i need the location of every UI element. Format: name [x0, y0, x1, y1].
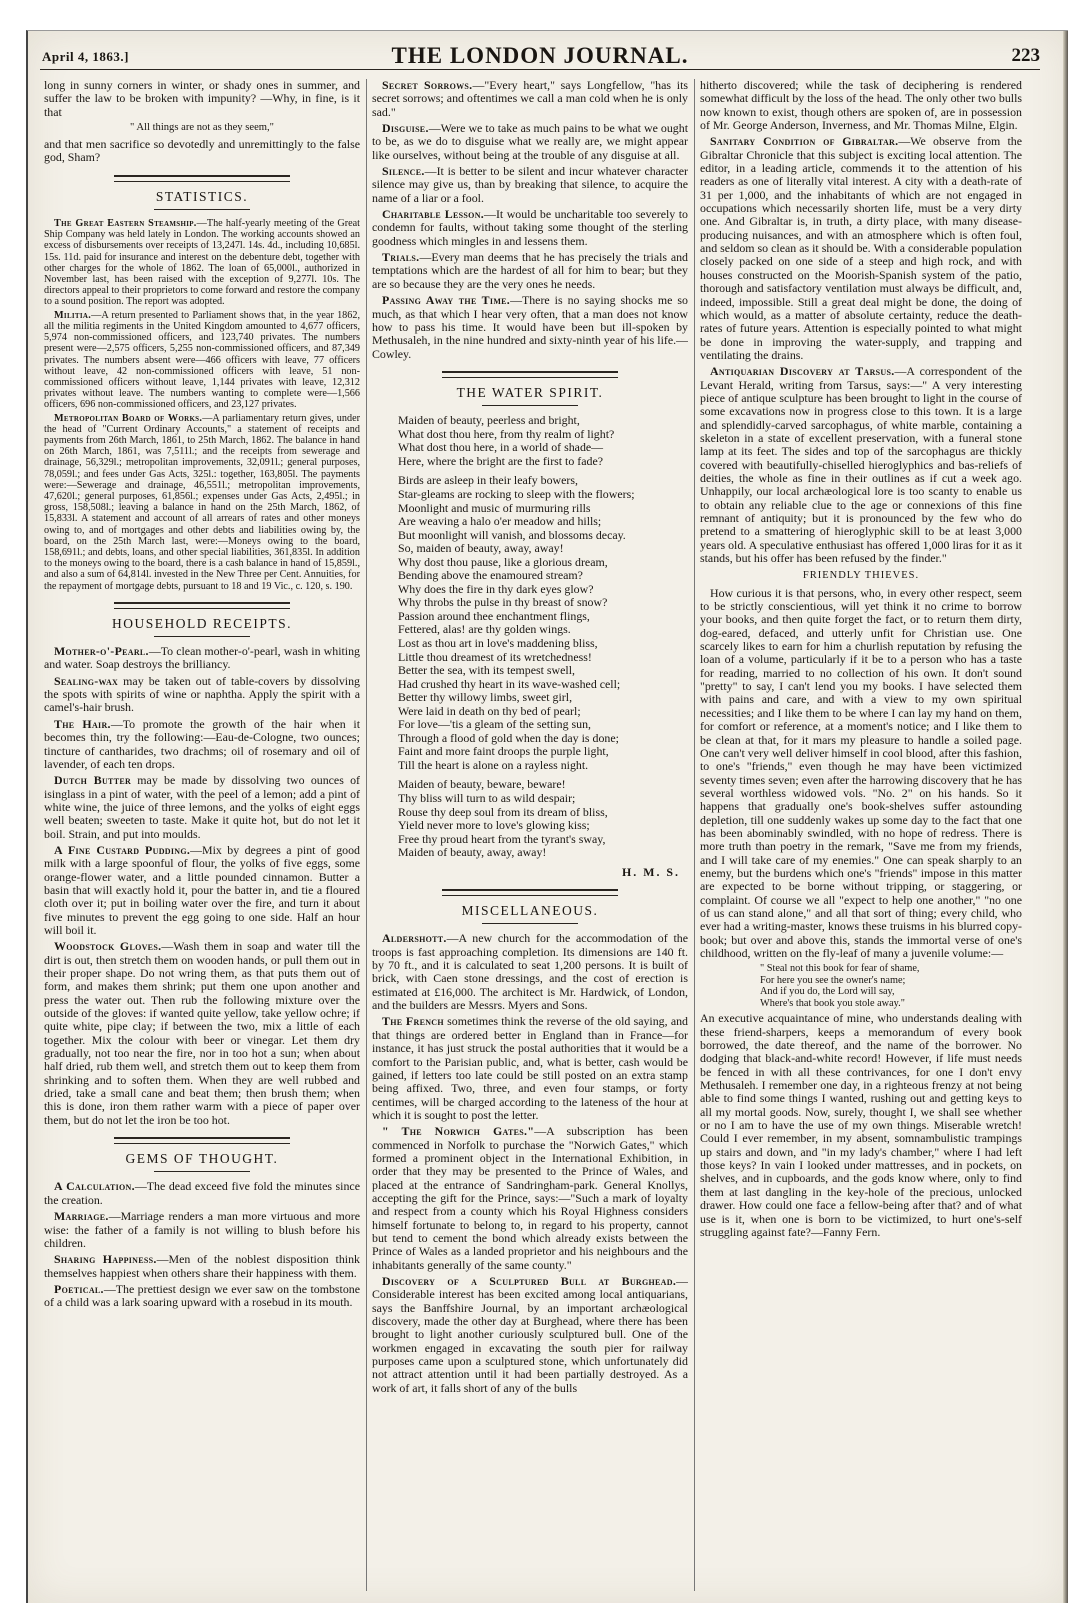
- misc-item: Aldershott.—A new church for the accommodation of the troops is fast approaching completion. Its dimensions are 140 ft. by 70 ft., and it is calculated to seat 1,200 persons. It is built of brick, with Caen stone dressings, and the cost of erection is estimated at £16,000. The architect is Mr. Hardwick, of London, and the builders are Messrs. Myers and Sons.: [372, 931, 688, 1013]
- poem-signature: H. M. S.: [622, 864, 680, 879]
- poem-line: Through a flood of gold when the day is done;: [398, 730, 619, 745]
- misc-header: [372, 889, 688, 924]
- verse-line: And if you do, the Lord will say,: [760, 986, 895, 998]
- column-2: [372, 79, 688, 1594]
- poem-line: But moonlight will vanish, and blossoms decay.: [398, 527, 626, 542]
- double-rule: [442, 889, 618, 896]
- short-rule: [154, 636, 250, 637]
- poem-line: Lost as thou art in love's maddening bliss,: [398, 635, 598, 650]
- poem-line: Better the sea, with its tempest swell,: [398, 663, 576, 678]
- poem-body: [398, 414, 688, 860]
- poem-line: So, maiden of beauty, away, away!: [398, 541, 564, 556]
- intro-quote: " All things are not as they seem,": [130, 122, 274, 134]
- verse-line: Where's that book you stole away.": [760, 997, 905, 1009]
- gems-section: [44, 1180, 360, 1309]
- page-number: 223: [1011, 45, 1040, 66]
- maxim-item: Charitable Lesson.—It would be uncharitable too severely to condemn for faults, without taking some thought of the sterling goodness which mingles in and lessens them.: [372, 207, 688, 248]
- poem-line: Why does the fire in thy dark eyes glow?: [398, 581, 594, 596]
- misc-item: " The Norwich Gates."—A subscription has been commenced in Norfolk to purchase the "Norwich Gates," which formed a prominent object in the International Exhibition, in order that they may be presented to the Prince of Wales, and placed at the entrance of Sandringham-park. General Knollys, accepting the gift for the Prince, says:—"Such a mark of loyalty and respect from a county which his Royal Highness considers himself fortunate to belong to, in regard to his property, cannot but tend to cement the bond which already exists between the Prince of Wales as a landed proprietor and his neighbours and the inhabitants generally of the same county.": [372, 1124, 688, 1272]
- poem-line: Better thy willowy limbs, sweet girl,: [398, 690, 573, 705]
- issue-date: April 4, 1863.]: [42, 49, 129, 64]
- misc-section: [372, 932, 688, 1395]
- poem-line: Yield never more to love's glowing kiss;: [398, 818, 590, 833]
- misc-item: The French sometimes think the reverse of the old saying, and that things are ordered better in England than in France—for instance, it has just struck the postal authorities that it would be a comfort to the Parisian public, and, what is better, cash would be gained, if letters too late could be still posted on an extra stamp being affixed. Two, three, and even four stamps, or forty centimes, will be charged according to the lateness of the hour at which it is sought to post the letter.: [372, 1014, 688, 1122]
- poem-title: THE WATER SPIRIT.: [456, 384, 604, 400]
- short-rule: [154, 209, 250, 210]
- poem-line: Rouse thy deep soul from its dream of bliss,: [398, 804, 608, 819]
- short-rule: [154, 1171, 250, 1172]
- double-rule: [114, 602, 290, 609]
- gems-header: [44, 1137, 360, 1172]
- section-title-gems: GEMS OF THOUGHT.: [125, 1151, 279, 1167]
- poem-line: Bending above the enamoured stream?: [398, 568, 583, 583]
- column-rule-2: [694, 79, 695, 1591]
- section-title-misc: MISCELLANEOUS.: [461, 903, 599, 919]
- receipt-item: Sealing-wax may be taken out of table-covers by dissolving the spots with spirits of wine or naphtha. Apply the spirit with a camel's-hair brush.: [44, 673, 360, 715]
- poem-line: Maiden of beauty, away, away!: [398, 845, 547, 860]
- household-header: [44, 602, 360, 637]
- gem-item: Sharing Happiness.—Men of the noblest disposition think themselves happiest when others share their happiness with them.: [44, 1252, 360, 1280]
- gem-item: Poetical.—The prettiest design we ever saw on the tombstone of a child was a lark soaring upward with a rosebud in its mouth.: [44, 1281, 360, 1310]
- poem-stanza: [398, 474, 688, 772]
- poem-line: Moonlight and music of murmuring rills: [398, 500, 591, 515]
- poem-line: For love—'tis a gleam of the setting sun,: [398, 717, 592, 732]
- receipt-item: The Hair.—To promote the growth of the hair when it becomes thin, try the following:—Eau-de-Cologne, two ounces; tincture of cantharides, two drachms; oil of rosemary and oil of lavender, of each ten drops.: [44, 716, 360, 771]
- newspaper-page: [26, 30, 1068, 1603]
- poem-line: Free thy proud heart from the tyrant's sway,: [398, 831, 606, 846]
- news-item: Sanitary Condition of Gibraltar.—We observe from the Gibraltar Chronicle that this subject is exciting local attention. The editor, in a leading article, commends it to the attention of his readers as one of literally vital interest. A city with a death-rate of 31 per 1,000, and the inhabitants of which are not engaged in occupations which necessarily shorten life, must be a very dirty one. And Gibraltar is, in truth, a dirty place, with many disease-producing nuisances, and with an atmosphere which is often foul, and seldom so clean as it should be. With a considerable population closely packed on one side of a steep and high rock, and with houses constructed on the Moorish-Spanish system of the patio, thorough and satisfactory ventilation must always be difficult, and, indeed, impossible. Still a great deal might be done, the doing of which would, as a matter of absolute certainty, reduce the death-rates of future years. Attention is especially pointed to what might be done in improving the water-supply, and trapping and ventilating the drains.: [700, 134, 1022, 362]
- maxim-item: Silence.—It is better to be silent and incur whatever character silence may give us, than by breaking that silence, to acquire the name of a liar or a fool.: [372, 164, 688, 205]
- poem-line: Faint and more faint droops the purple light,: [398, 744, 609, 759]
- journal-title: THE LONDON JOURNAL.: [391, 43, 689, 68]
- masthead: [40, 43, 1040, 70]
- news-item: Antiquarian Discovery at Tarsus.—A correspondent of the Levant Herald, writing from Tarsus, says:—" A very interesting piece of antique sculpture has been brought to light in the course of some excavations now in progress close to this town. It is a large and splendidly-carved sarcophagus, of white marble, containing a skeleton in a state of excellent preservation, with a funeral stone lamp at its feet. The sides and top of the sarcophagus are thickly covered with beautifully-chiselled hieroglyphics and bas-reliefs of deities, the whole as fine in their outlines as if cut a week ago. Unhappily, our local archæological lore is too scanty to enable us to obtain any reliable clue to the age or connexions of this fine remnant of antiquity; but it is pronounced by the few who do pretend to a smattering of hieroglyphic skill to be at least 3,000 years old. A speculative enthusiast has offered 1,000 liras for it as it stands, but his offer has been refused by the finder.": [700, 364, 1022, 566]
- column-3: [700, 79, 1022, 1594]
- stat-item: The Great Eastern Steamship.—The half-yearly meeting of the Great Ship Company was held lately in London. The working accounts showed an excess of disbursements over receipts of 13,247l. 14s. 4d., including 10,685l. 15s. 11d. paid for insurance and interest on the debenture debt, together with other charges for the whole of 1862. The loan of 65,000l., authorized in November last, has been raised with the exception of 9,277l. 10s. The directors appeal to their proprietors to come forward and restore the company to a sound position. The report was adopted.: [44, 218, 360, 308]
- poem-line: Till the heart is alone on a rayless night.: [398, 757, 589, 772]
- short-rule: [482, 923, 578, 924]
- continued-paragraph: hitherto discovered; while the task of deciphering is rendered somewhat difficult by the loss of the head. The only other two bulls now known to exist, though others are spoken of, are in possession of Mr. George Anderson, Inverness, and Mr. Thomas Milne, Elgin.: [700, 79, 1022, 133]
- poem-line: Birds are asleep in their leafy bowers,: [398, 473, 578, 488]
- poem-line: Little thou dreamest of its wretchedness!: [398, 649, 592, 664]
- poem-line: Maiden of beauty, peerless and bright,: [398, 413, 580, 428]
- misc-item: Discovery of a Sculptured Bull at Burghead.—Considerable interest has been excited among local antiquarians, says the Banffshire Journal, by an important archæological discovery, made the other day at Burghead, where there has been brought to light another curiously sculptured bull. One of the workmen engaged in excavating the south pier for railway purposes came upon a sculptured stone, which unfortunately did not attract attention until it had been partially destroyed. As a work of art, it falls short of any of the bulls: [372, 1274, 688, 1395]
- column-rule-1: [366, 79, 367, 1591]
- poem-line: Why throbs the pulse in thy breast of snow?: [398, 595, 608, 610]
- household-section: [44, 645, 360, 1127]
- poem-stanza: [398, 414, 688, 468]
- statistics-header: [44, 175, 360, 210]
- double-rule: [114, 175, 290, 182]
- poem-line: Why dost thou pause, like a glorious dream,: [398, 554, 608, 569]
- maxim-item: Passing Away the Time.—There is no saying shocks me so much, as that which I hear very often, that a man does not know how to pass his time. It would have been but ill-spoken by Methusaleh, in the nine hundred and sixty-ninth year of his life.—Cowley.: [372, 293, 688, 361]
- poem-line: Star-gleams are rocking to sleep with the flowers;: [398, 486, 635, 501]
- stat-item: Militia.—A return presented to Parliament shows that, in the year 1862, all the militia regiments in the United Kingdom amounted to 4,677 officers, 5,974 non-commissioned officers, and 123,740 privates. The numbers present were—2,575 officers, 5,255 non-commissioned officers, and 87,349 privates. The numbers absent were—466 officers with leave, 77 officers without leave, 42 non-commissioned officers with leave, 51 non-commissioned officers without leave, 1,144 privates with leave, 12,312 privates without leave. The numbers wanting to complete were—1,566 officers, 696 non-commissioned officers, and 23,127 privates.: [44, 309, 360, 411]
- receipt-item: Mother-o'-Pearl.—To clean mother-o'-pearl, wash in whiting and water. Soap destroys the brilliancy.: [44, 644, 360, 672]
- poem-line: Fettered, alas! are thy golden wings.: [398, 622, 571, 637]
- poem-stanza: [398, 778, 688, 859]
- poem-line: Are weaving a halo o'er meadow and hills;: [398, 514, 602, 529]
- receipt-item: Woodstock Gloves.—Wash them in soap and water till the dirt is out, then stretch them on wooden hands, or pull them out in their proper shape. Do not wring them, as that puts them out of form, and makes them shrink; put them one upon another and press the water out. Then rub the following mixture over the outside of the gloves: if wanted quite yellow, take yellow ochre; if quite white, pipe clay; if between the two, mix a little of each together. Mix the colour with beer or vinegar. Let them dry gradually, not too near the fire, nor in too hot a sun; when about half dried, rub them well, and stretch them out to keep them from shrinking and to soften them. When they are well rubbed and dried, take a small cane and beat them; then brush them; when this is done, iron them rather warm with a piece of paper over them, but do not let the iron be too hot.: [44, 939, 360, 1127]
- poem-line: Passion around thee enchantment flings,: [398, 608, 590, 623]
- maxim-item: Trials.—Every man deems that he has precisely the trials and temptations which are the hardest of all for him to bear; but they are so because they are the very ones he needs.: [372, 250, 688, 291]
- gem-item: Marriage.—Marriage renders a man more virtuous and more wise: the father of a family is not willing to blush before his children.: [44, 1209, 360, 1250]
- gem-item: A Calculation.—The dead exceed five fold the minutes since the creation.: [44, 1179, 360, 1207]
- receipt-item: Dutch Butter may be made by dissolving two ounces of isinglass in a pint of water, with the peel of a lemon; add a pint of white wine, the juice of three lemons, and the yolks of eight eggs well beaten; sweeten to taste. Make it quite hot, but do not let it boil. Strain, and put into moulds.: [44, 773, 360, 841]
- intro-paragraph: long in sunny corners in winter, or shady ones in summer, and suffer the law to be broken with impunity? —Why, in fine, is it that: [44, 79, 360, 119]
- poem-line: Maiden of beauty, beware, beware!: [398, 777, 566, 792]
- receipt-item: A Fine Custard Pudding.—Mix by degrees a pint of good milk with a large spoonful of flour, the yolks of five eggs, some orange-flower water, and a little pounded cinnamon. Butter a basin that will exactly hold it, pour the batter in, and tie a floured cloth over it; put in boiling water over the fire, and turn it about five minutes to prevent the egg going to one side. Half an hour will boil it.: [44, 842, 360, 937]
- intro-paragraph-end: and that men sacrifice so devotedly and unremittingly to the false god, Sham?: [44, 137, 360, 165]
- poem-line: Had crushed thy heart in its wave-washed cell;: [398, 676, 621, 691]
- verse-line: " Steal not this book for fear of shame,: [760, 963, 920, 975]
- double-rule: [114, 1137, 290, 1144]
- maxims-section: [372, 79, 688, 361]
- poem-line: Here, where the bright are the first to fade?: [398, 453, 604, 468]
- poem-line: Thy bliss will turn to as wild despair;: [398, 790, 576, 805]
- friendly-thieves-text: How curious it is that persons, who, in every other respect, seem to be strictly conscientious, will yet think it no crime to borrow your books, and then quite forget the fact, or to return them dirty, dog-eared, defaced, and utterly unfit for Christian use. One scarcely likes to earn for him a churlish reputation by refusing the loan of a volume, particularly if it be to a person who has a taste for reading, married to no collection of his own. It don't sound "pretty" to say, I can't lend you my books. I have selected them with pains and care, and with a view to my own spiritual necessities; and I like them to be where I can lay my hand on them, for comfort or reference, at a moment's notice; and I like them to be clean at that, for it mars my pleasure to handle a soiled page. One can't very well deliver himself in cool blood, after this fashion, to one's "friends," even though he may have been victimized seventy times seven; even after the harrowing discovery that he has several worthless widowed vols. "No. 2" on his hands. So it happens that gradually one's book-shelves suffer astounding depletion, till one suddenly wakes up some day to the fact that one has been abominably swindled, with no hope of redress. There is more truth than poetry in the remark, "Save me from my friends, and I will take care of my enemies." One can speak sharply to an enemy, but the burdens which one's "friends" impose in this matter are expected to be borne without tripping, or staggering, or complaint. Of course we all "expect to help one another," "no one of us can stand alone," and all that sort of thing; every child, who ever had a writing-master, knows these truisms in his blurred copy-book; but over and above this, stands the immortal verse of one's childhood, written on the fly-leaf of many a juvenile volume:—: [700, 585, 1022, 960]
- page-edge-shadow: [1063, 31, 1068, 1603]
- section-title-statistics: STATISTICS.: [155, 188, 249, 204]
- maxim-item: Disguise.—Were we to take as much pains to be what we ought to be, as we do to disguise what we really are, we might appear like ourselves, without being at the trouble of any disguise at all.: [372, 121, 688, 162]
- friendly-thieves-title: FRIENDLY THIEVES.: [802, 570, 920, 582]
- short-rule: [482, 405, 578, 406]
- flyleaf-verse: [760, 963, 1022, 1009]
- poem-header: [372, 371, 688, 406]
- poem-line: What dost thou here, in a world of shade—: [398, 440, 604, 455]
- statistics-section: [44, 218, 360, 592]
- double-rule: [442, 371, 618, 378]
- column-1: [44, 79, 360, 1594]
- verse-line: For here you see the owner's name;: [760, 974, 906, 986]
- section-title-household: HOUSEHOLD RECEIPTS.: [111, 615, 292, 631]
- friendly-thieves-conclusion: An executive acquaintance of mine, who understands dealing with these friend-sharpers, keeps a memorandum of every book borrowed, the date thereof, and the name of the borrower. No dodging that black-and-white record! However, if life must needs be fenced in with all these contrivances, for one I don't envy Methusaleh. I remember one day, in a righteous frenzy at not being able to find some things I wanted, rushing out and getting keys to all my mortal goods. Now, surely, thought I, we shall see whether or no I am to have the use of my own things. Miserable wretch! Could I ever remember, in my absent, somnambulistic trampings up stairs and down, and "in my lady's chamber," where I had left those keys? In vain I looked under mattresses, and in pockets, on shelves, and in cupboards, and the gods know where, only to find them at last dangling in the key-hole of the precious, unlocked drawer. How could one face a fellow-being after that? and of what use is it, when one is born to be victimized, to hurt one's-self struggling against fate?—Fanny Fern.: [700, 1011, 1022, 1239]
- poem-line: Were laid in death on thy bed of pearl;: [398, 703, 581, 718]
- poem-line: What dost thou here, from thy realm of light?: [398, 426, 615, 441]
- maxim-item: Secret Sorrows.—"Every heart," says Longfellow, "has its secret sorrows; and oftentimes we call a man cold when he is only sad.": [372, 79, 688, 119]
- stat-item: Metropolitan Board of Works.—A parliamentary return gives, under the head of "Current Ordinary Accounts," a statement of receipts and payments from 26th March, 1861, to 25th March, 1862. The balance in hand on 26th March, 1861, was 7,511l.; and the receipts from sewerage and drainage, 56,329l.; metropolitan improvements, 32,091l.; general purposes, 78,059l.; and fees under Gas Acts, 325l.: together, 163,805l. The payments were:—Sewerage and drainage, 46,551l.; metropolitan improvements, 47,620l.; general purposes, 61,856l.; expenses under Gas Acts, 2,495l.; in gross, 158,508l.; leaving a balance in hand on the 25th March, 1862, of 15,833l. A statement and account of all arrears of rates and other moneys owing to, and of mortgages and other debts and liabilities owing by, the board, on the 25th March last, were:—Moneys owing to the board, 158,691l.; and debts, loans, and other special liabilities, 361,835l. In addition to the moneys owing to the board, there is a cash balance in hand of 15,859l., and also a sum of 64,814l. invested in the New Three per Cent. Annuities, for the repayment of mortgage debts, pursuant to 18 and 19 Vic., c. 120, s. 190.: [44, 412, 360, 592]
